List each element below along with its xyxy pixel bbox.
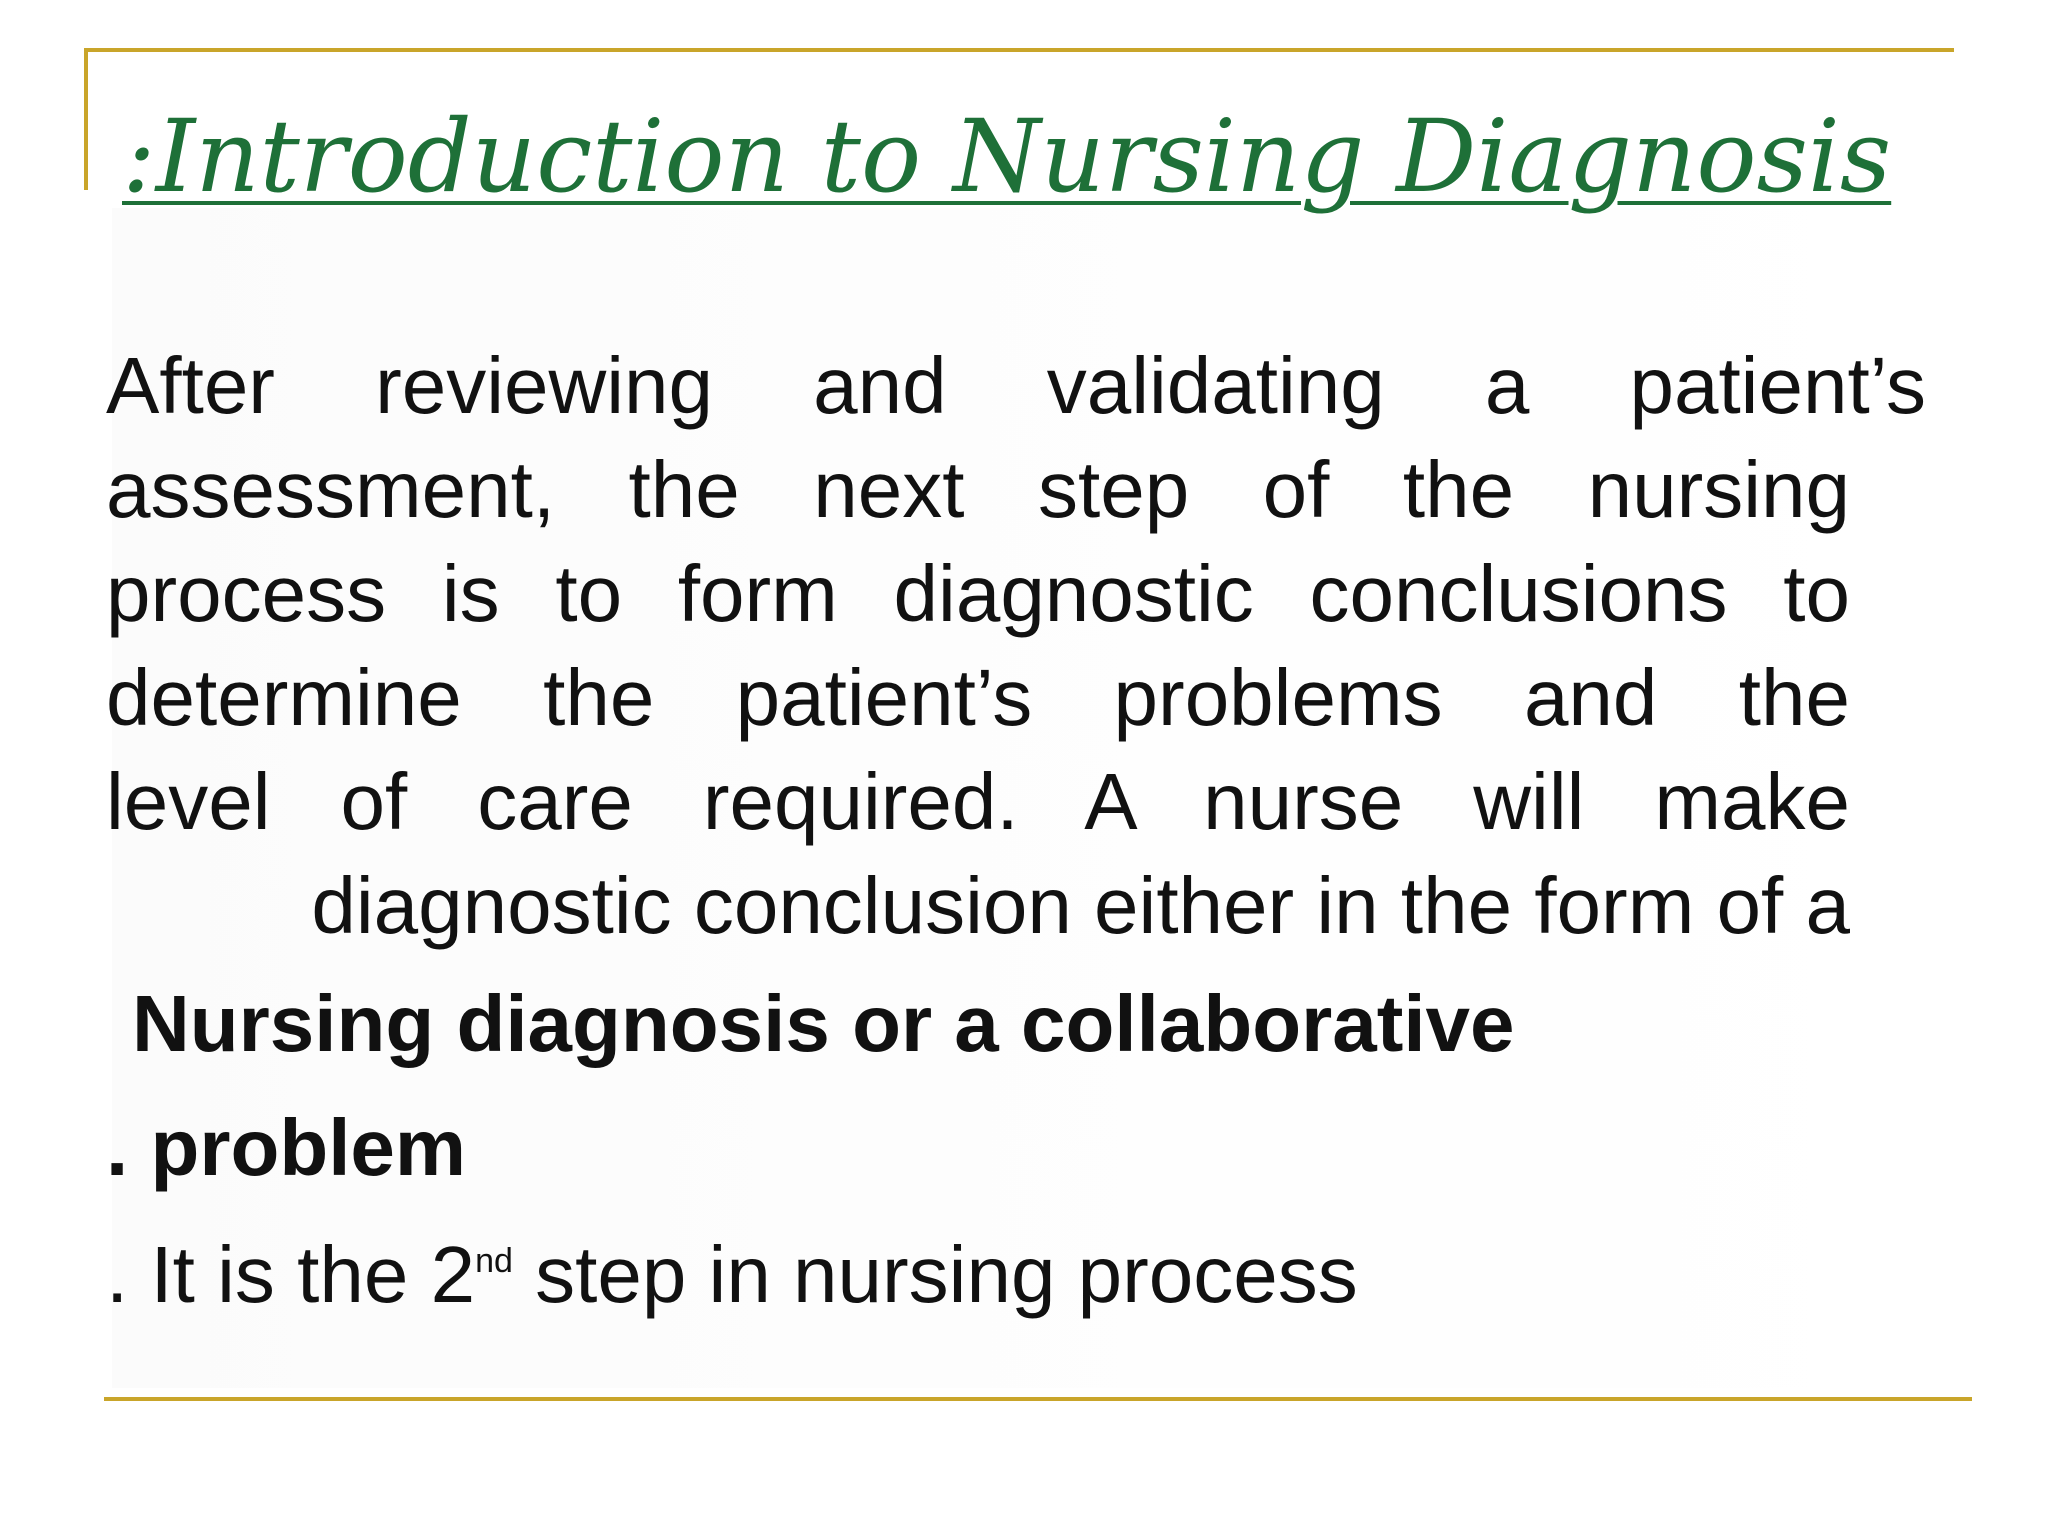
step-suffix: step in nursing process <box>512 1230 1358 1319</box>
bold-emphasis-line: . problem <box>106 1103 467 1192</box>
body-paragraph <box>106 334 1926 958</box>
top-accent-rule <box>84 48 1954 52</box>
bottom-accent-rule <box>104 1397 1972 1401</box>
paragraph-line: process is to form diagnostic conclusions to <box>106 549 1850 638</box>
paragraph-line: determine the patient’s problems and the <box>106 653 1850 742</box>
bold-emphasis-line: Nursing diagnosis or a collaborative <box>132 979 1515 1068</box>
paragraph-line: level of care required. A nurse will make <box>106 757 1850 846</box>
paragraph-line: diagnostic conclusion either in the form of a <box>311 861 1850 950</box>
step-statement <box>106 1225 1358 1325</box>
paragraph-line: assessment, the next step of the nursing <box>106 445 1850 534</box>
ordinal-superscript: nd <box>475 1242 513 1280</box>
step-prefix: . It is the 2 <box>106 1230 476 1319</box>
left-accent-rule <box>84 48 88 190</box>
paragraph-line: After reviewing and validating a patient’s <box>106 341 1926 430</box>
slide-title: :Introduction to Nursing Diagnosis <box>122 98 1892 215</box>
